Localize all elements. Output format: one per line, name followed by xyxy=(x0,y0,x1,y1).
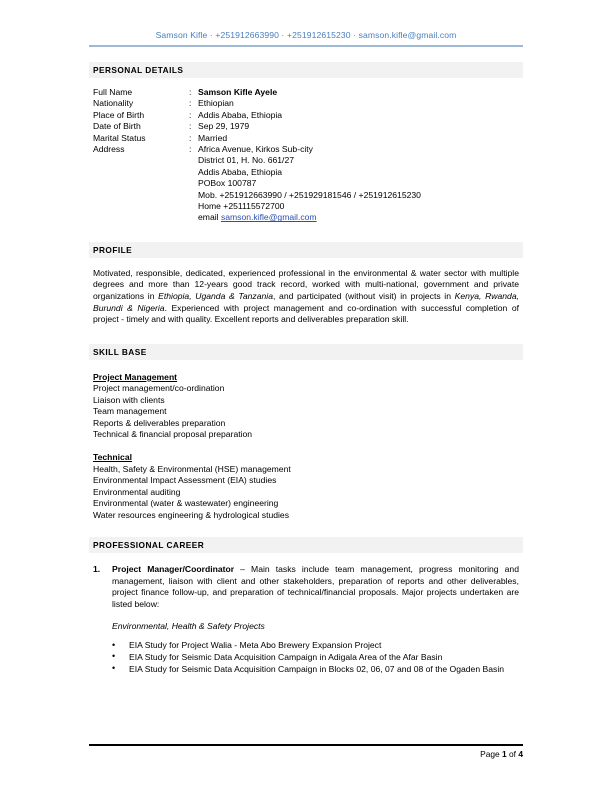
footer-rule xyxy=(89,744,523,746)
skill-group-title: Technical xyxy=(93,451,133,462)
profile-block xyxy=(89,268,523,326)
career-subsection-title: Environmental, Health & Safety Projects xyxy=(112,621,265,632)
profile-text-part: . Experienced with project management and co-ordination with successful completion of project - timely and with quality. Excellent reports and deliverables preparation skill. xyxy=(93,302,519,325)
section-header-professional-career: PROFESSIONAL CAREER xyxy=(89,537,523,553)
list-item: Environmental (water & wastewater) engineering xyxy=(93,498,279,509)
profile-paragraph xyxy=(93,268,519,326)
list-item: Liaison with clients xyxy=(93,394,165,405)
email-link[interactable]: samson.kifle@gmail.com xyxy=(220,212,317,223)
footer-page-middle: of xyxy=(506,749,519,759)
field-colon: : xyxy=(189,132,192,143)
field-colon: : xyxy=(189,144,192,155)
table-row xyxy=(93,98,421,109)
list-item: Health, Safety & Environmental (HSE) management xyxy=(93,463,291,474)
table-row xyxy=(93,133,421,144)
professional-career-block xyxy=(89,564,523,675)
document-content xyxy=(89,62,523,675)
footer-page-number: 1 xyxy=(502,749,507,759)
profile-text-part: , and participated (without visit) in projects in xyxy=(272,291,455,302)
footer-page-prefix: Page xyxy=(480,749,503,759)
career-entry-body xyxy=(112,564,519,610)
list-item: • EIA Study for Seismic Data Acquisition Campaign in Blocks 02, 06, 07 and 08 of the Ogaden Basin xyxy=(93,664,519,676)
email-line xyxy=(198,212,421,223)
section-header-skill-base: SKILL BASE xyxy=(89,344,523,360)
skill-base-block xyxy=(89,372,523,521)
list-item: • EIA Study for Seismic Data Acquisition Campaign in Adigala Area of the Afar Basin xyxy=(93,652,519,664)
personal-details-table xyxy=(93,87,421,224)
list-item: Environmental Impact Assessment (EIA) studies xyxy=(93,475,277,486)
field-value: Married xyxy=(198,132,228,143)
field-value: Sep 29, 1979 xyxy=(198,121,250,132)
field-value: Samson Kifle Ayele xyxy=(198,87,278,97)
field-colon: : xyxy=(189,121,192,132)
section-header-profile: PROFILE xyxy=(89,242,523,258)
field-colon: : xyxy=(189,87,192,97)
field-colon: : xyxy=(189,98,192,109)
field-label: Marital Status xyxy=(93,132,146,143)
career-project-list xyxy=(93,640,519,675)
skill-group-technical xyxy=(93,452,519,521)
address-line: Africa Avenue, Kirkos Sub-city xyxy=(198,144,313,155)
address-line: Addis Ababa, Ethiopia xyxy=(198,166,283,177)
address-value xyxy=(198,144,421,224)
profile-text-part-italic: Ethiopia, Uganda & Tanzania xyxy=(158,291,273,302)
profile-text-part: Motivated, responsible, dedicated, experienced professional in the environmental & water sector with multiple degrees and more than 12-years good track record, worked with multi-national, government and private organizations in xyxy=(93,267,519,302)
address-line: POBox 100787 xyxy=(198,178,257,189)
skill-group-title: Project Management xyxy=(93,371,178,382)
running-header: Samson Kifle · +251912663990 · +251912615230 · samson.kifle@gmail.com xyxy=(155,30,457,40)
footer-page-total: 4 xyxy=(518,749,523,759)
list-item: Project management/co-ordination xyxy=(93,383,225,394)
field-label: Place of Birth xyxy=(93,109,145,120)
career-entry-number: 1. xyxy=(93,564,101,575)
career-entry-role: Project Manager/Coordinator xyxy=(112,564,235,575)
field-colon: : xyxy=(189,109,192,120)
list-item: Technical & financial proposal preparation xyxy=(93,429,253,440)
list-item: Environmental auditing xyxy=(93,486,181,497)
profile-text-part-italic: Kenya, Rwanda, Burundi & Nigeria xyxy=(93,291,520,313)
career-entry-description: – Main tasks include team management, progress monitoring and management, liaison with client and other stakeholders, preparation of reports and other deliverables, project finance follow-up, and preparation of technical/financial proposals. Major projects undertaken are listed below: xyxy=(112,564,519,609)
list-item: Team management xyxy=(93,406,167,417)
career-entry xyxy=(93,564,519,610)
list-item: • EIA Study for Project Walia - Meta Abo Brewery Expansion Project xyxy=(93,640,519,652)
personal-details-block xyxy=(89,87,523,224)
table-row xyxy=(93,87,421,98)
field-label: Full Name xyxy=(93,87,133,97)
table-row xyxy=(93,110,421,121)
field-label: Nationality xyxy=(93,98,134,109)
field-value: Addis Ababa, Ethiopia xyxy=(198,109,283,120)
field-label: Date of Birth xyxy=(93,121,141,132)
skill-group-project-management xyxy=(93,372,519,441)
header-rule xyxy=(89,45,523,47)
email-label: email xyxy=(198,212,219,223)
page-footer xyxy=(89,749,523,759)
list-item: Water resources engineering & hydrological studies xyxy=(93,509,290,520)
address-line: District 01, H. No. 661/27 xyxy=(198,155,295,166)
list-item: Reports & deliverables preparation xyxy=(93,417,226,428)
section-header-personal-details: PERSONAL DETAILS xyxy=(89,62,523,78)
field-value: Ethiopian xyxy=(198,98,234,109)
address-line: Mob. +251912663990 / +251929181546 / +251912615230 xyxy=(198,189,421,200)
field-label: Address xyxy=(93,144,125,155)
table-row-address xyxy=(93,144,421,224)
address-line: Home +251115572700 xyxy=(198,201,285,212)
table-row xyxy=(93,121,421,132)
